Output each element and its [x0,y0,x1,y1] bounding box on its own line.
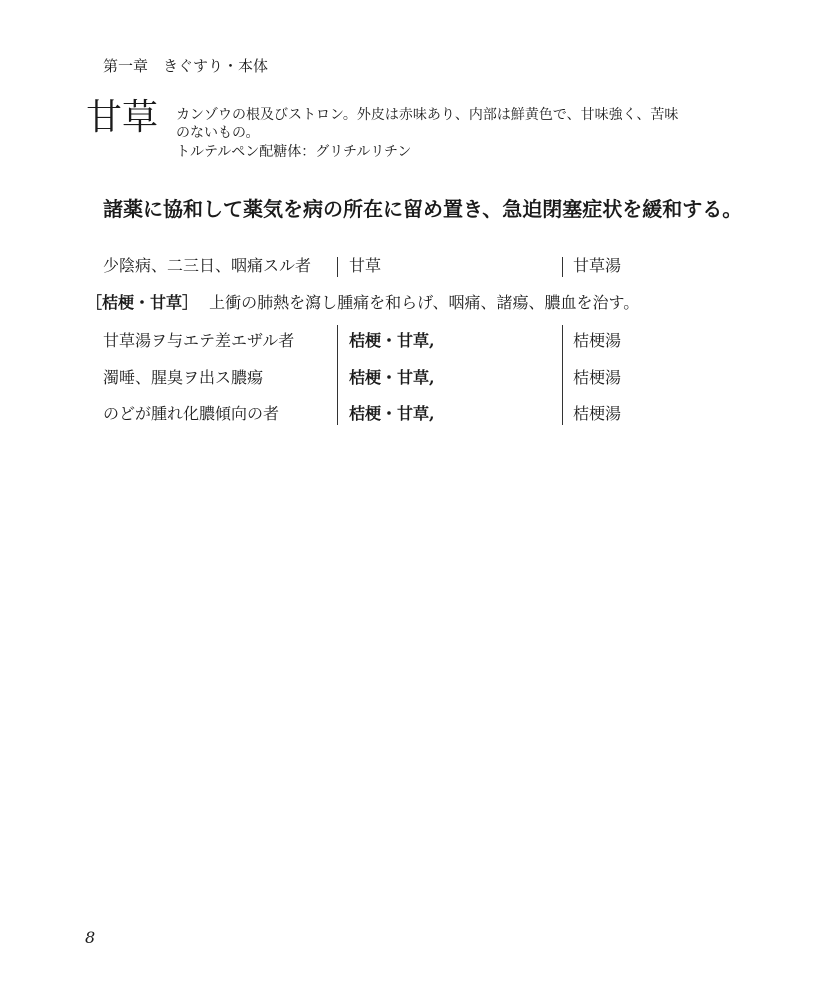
combination-effect: 上衝の肺熱を瀉し腫痛を和らげ、咽痛、諸瘍、膿血を治す。 [209,293,640,312]
formula-cell: 桔梗湯 [573,368,622,387]
table-row [0,328,830,354]
formula-cell: 桔梗湯 [573,331,622,350]
page-number: 8 [85,928,96,947]
symptom-cell: 甘草湯ヲ与エテ差エザル者 [103,331,295,350]
column-divider [337,257,338,277]
chapter-header: 第一章 きぐすり・本体 [103,57,269,75]
herbs-cell: 桔梗・甘草, [349,404,435,423]
symptom-cell: のどが腫れ化膿傾向の者 [103,404,280,423]
description-line: のないもの。 [176,125,260,141]
symptom-cell: 濁唾、腥臭ヲ出ス膿瘍 [103,368,264,387]
symptom-cell: 少陰病、二三日、咽痛スル者 [103,256,312,275]
entry-title: 甘草 [86,97,159,138]
column-divider [562,257,563,277]
table-row [0,253,830,279]
herbs-cell: 桔梗・甘草, [349,368,435,387]
combination-row [86,290,639,316]
formula-cell: 甘草湯 [573,256,622,275]
herbs-cell: 甘草 [349,256,382,275]
description-line: トルテルペン配糖体：グリチルリチン [176,144,412,160]
table-row [0,365,830,391]
lead-sentence: 諸薬に協和して薬気を病の所在に留め置き、急迫閉塞症状を緩和する。 [103,197,743,221]
combination-name: ［桔梗・甘草］ [86,293,199,312]
herbs-cell: 桔梗・甘草, [349,331,435,350]
table-row [0,401,830,427]
description-line: カンゾウの根及びストロン。外皮は赤味あり、内部は鮮黄色で、甘味強く、苦味 [176,107,679,123]
formula-cell: 桔梗湯 [573,404,622,423]
